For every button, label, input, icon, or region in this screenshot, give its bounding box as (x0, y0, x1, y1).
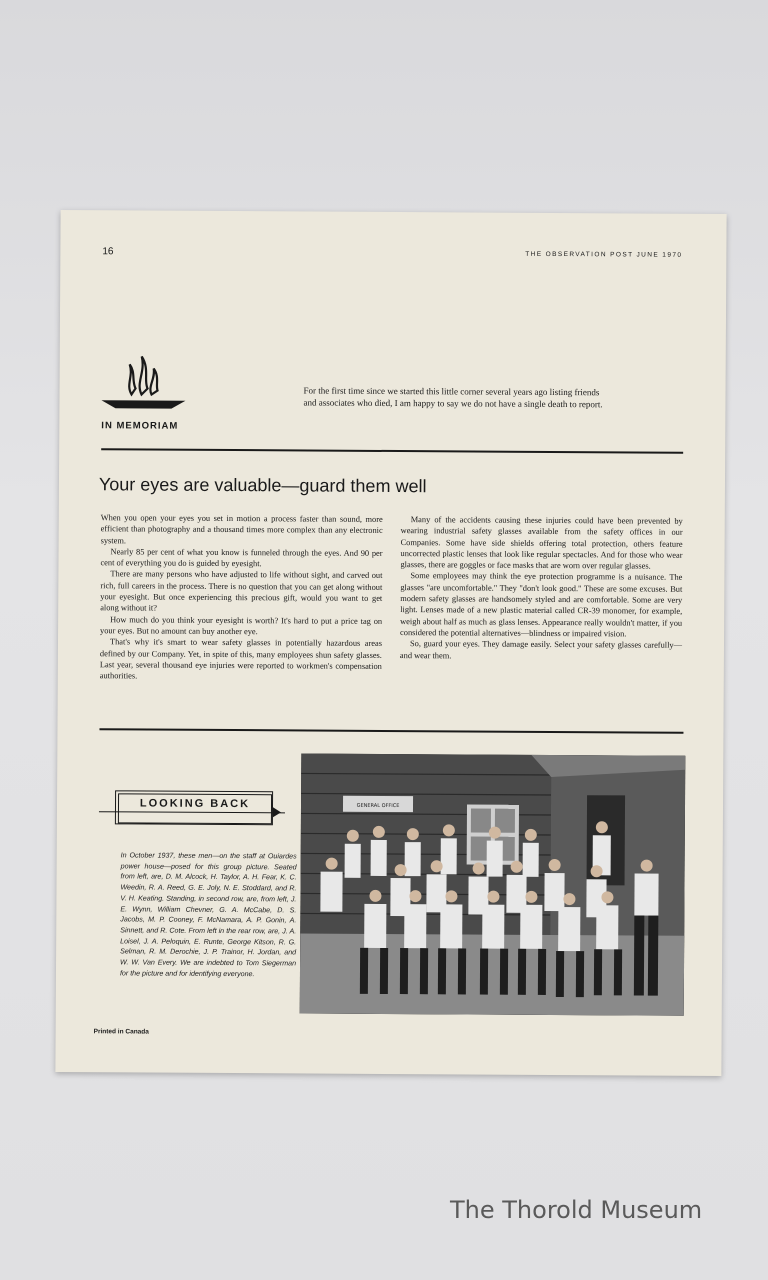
article-paragraph: Many of the accidents causing these injuries could have been prevented by wearing industrial safety glasses available from the safety offices in our Companies. Some have side shields offering total protection, others feature uncorrected plastic lenses that look like regular spectacles. And for those who wear glasses, there are goggles or face masks that are worn over regular glasses. (400, 515, 683, 571)
page-number: 16 (102, 246, 114, 258)
section-divider (101, 448, 683, 453)
article-paragraph: That's why it's smart to wear safety glasses in potentially hazardous areas defined by our Company. Yet, in spite of this, many employees shun safety glasses. Last year, several thousand eye injuries were reported to workmen's compensation authorities. (99, 637, 383, 681)
article-column-right (400, 514, 683, 663)
article-paragraph: There are many persons who have adjusted to life without sight, and carved out rich, full careers in the process. There is no question that you can get along without your eyesight. But once experiencing this precious gift, would you want to get along without it? (100, 569, 383, 613)
article-paragraph: Nearly 85 per cent of what you know is funneled through the eyes. And 90 per cent of everything you do is guided by eyesight. (100, 547, 383, 569)
photo-caption: In October 1937, these men—on the staff at Ouiardes power house—posed for this group picture. Seated from left, are, D. M. Alcock, H. Taylor, A. H. Fear, K. C. Weedin, R. A. Reed, G. E. Joly, N. E. Stoddard, and R. V. H. Keating. Standing, in second row, are, from left, J. E. Wynn, William Chevner, G. A. McCabe, D. S. Jacobs, M. P. Cooney, F. McNamara, A. P. Gonin, A. Sinnett, and R. Cote. From left in the rear row, are, J. A. Loisel, J. A. Peloquin, E. Runte, George Kitson, R. G. Selman, R. M. Derochie, J. P. Trainor, H. Jordan, and W. W. Van Every. We are indebted to Tom Siegerman for the picture and for identifying everyone. (119, 851, 297, 978)
article-column-left (100, 512, 383, 683)
museum-watermark: The Thorold Museum (450, 1196, 703, 1224)
article-paragraph: So, guard your eyes. They damage easily. Select your safety glasses carefully—and wear them. (399, 639, 683, 660)
running-title: THE OBSERVATION POST JUNE 1970 (525, 250, 683, 259)
article-headline: Your eyes are valuable—guard them well (98, 474, 427, 497)
photo-sign-text: GENERAL OFFICE (356, 802, 400, 810)
article-paragraph: When you open your eyes you set in motion a process faster than sound, more efficient than photography and a thousand times more complex than any electronic system. (100, 513, 383, 545)
article-paragraph: Some employees may think the eye protection programme is a nuisance. The glasses "are uncomfortable." They "don't look good." These are some excuses. But modern safety glasses are handsomely styled and are comfortable. Some are very light. Lenses made of a new plastic material called CR-39 monomer, for example, weigh about half as much as glass lenses. Appearance really wouldn't matter, if you considered the potential alternatives—blindness or impaired vision. (400, 571, 683, 639)
printed-in-canada: Printed in Canada (93, 1028, 149, 1036)
memoriam-label: IN MEMORIAM (101, 420, 179, 432)
group-photo (300, 753, 686, 1015)
arrow-right-icon (273, 807, 281, 817)
flame-bowl-icon (101, 354, 185, 415)
article-paragraph: How much do you think your eyesight is worth? It's hard to put a price tag on your eyes. But no amount can buy another eye. (100, 614, 383, 637)
section-divider (99, 728, 683, 733)
magazine-page (55, 210, 726, 1076)
looking-back-label: LOOKING BACK (139, 797, 251, 811)
memoriam-text: For the first time since we started this little corner several years ago listing friends and associates who died, I am happy to say we do not have a single death to report. (303, 385, 603, 410)
